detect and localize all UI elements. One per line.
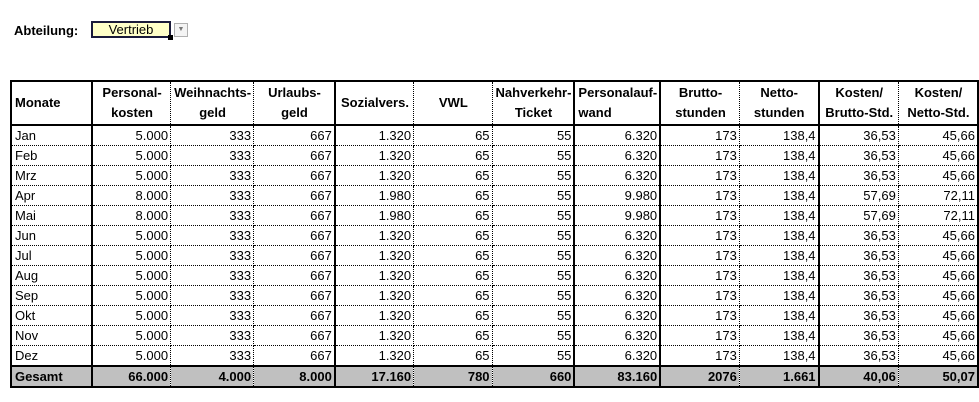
header-nettostunden: Netto- stunden [739, 81, 818, 125]
cell-kosten-brutto-std[interactable]: 36,53 [819, 266, 899, 286]
cell-personalaufwand[interactable]: 6.320 [574, 146, 660, 166]
cell-bruttostunden[interactable]: 173 [660, 266, 739, 286]
cell-monat[interactable]: Okt [11, 306, 92, 326]
cell-kosten-brutto-std[interactable]: 36,53 [819, 346, 899, 367]
cell-nahverkehr-ticket[interactable]: 55 [492, 186, 574, 206]
header-urlaubsgeld: Urlaubs- geld [254, 81, 335, 125]
cell-sozialvers[interactable]: 1.320 [335, 246, 414, 266]
cell-nettostunden[interactable]: 138,4 [739, 286, 818, 306]
cell-personalkosten[interactable]: 5.000 [92, 166, 171, 186]
cell-kosten-brutto-std[interactable]: 36,53 [819, 326, 899, 346]
cell-urlaubsgeld[interactable]: 667 [254, 286, 335, 306]
cell-kosten-netto-std[interactable]: 45,66 [898, 266, 978, 286]
cell-kosten-netto-std[interactable]: 45,66 [898, 166, 978, 186]
cell-personalaufwand[interactable]: 6.320 [574, 306, 660, 326]
cell-urlaubsgeld[interactable]: 667 [254, 266, 335, 286]
department-select[interactable]: Vertrieb [91, 21, 171, 38]
cell-nahverkehr-ticket[interactable]: 55 [492, 166, 574, 186]
cell-vwl[interactable]: 65 [414, 286, 492, 306]
chevron-down-icon[interactable]: ▼ [174, 23, 188, 37]
cell-weihnachtsgeld[interactable]: 333 [171, 226, 254, 246]
cell-kosten-netto-std[interactable]: 45,66 [898, 286, 978, 306]
cell-sozialvers[interactable]: 17.160 [335, 366, 414, 387]
cell-kosten-brutto-std[interactable]: 36,53 [819, 226, 899, 246]
cell-bruttostunden[interactable]: 2076 [660, 366, 739, 387]
cell-personalkosten[interactable]: 8.000 [92, 206, 171, 226]
department-label: Abteilung: [14, 23, 79, 38]
cell-sozialvers[interactable]: 1.320 [335, 166, 414, 186]
cell-urlaubsgeld[interactable]: 667 [254, 146, 335, 166]
cell-nettostunden[interactable]: 138,4 [739, 166, 818, 186]
header-weihnachtsgeld: Weihnachts- geld [171, 81, 254, 125]
cell-vwl[interactable]: 65 [414, 206, 492, 226]
header-monate: Monate [11, 81, 92, 125]
cell-personalaufwand[interactable]: 9.980 [574, 186, 660, 206]
cell-bruttostunden[interactable]: 173 [660, 306, 739, 326]
cell-personalkosten[interactable]: 5.000 [92, 326, 171, 346]
cell-weihnachtsgeld[interactable]: 333 [171, 146, 254, 166]
cell-urlaubsgeld[interactable]: 667 [254, 346, 335, 367]
cell-personalkosten[interactable]: 66.000 [92, 366, 171, 387]
cell-bruttostunden[interactable]: 173 [660, 125, 739, 146]
cell-kosten-netto-std[interactable]: 45,66 [898, 226, 978, 246]
cell-vwl[interactable]: 65 [414, 226, 492, 246]
cell-monat[interactable]: Mai [11, 206, 92, 226]
cell-sozialvers[interactable]: 1.320 [335, 226, 414, 246]
cell-kosten-netto-std[interactable]: 72,11 [898, 206, 978, 226]
cell-nahverkehr-ticket[interactable]: 55 [492, 266, 574, 286]
cell-kosten-brutto-std[interactable]: 36,53 [819, 166, 899, 186]
cell-personalaufwand[interactable]: 6.320 [574, 226, 660, 246]
table-row [11, 166, 978, 186]
table-row [11, 346, 978, 367]
personnel-cost-table [10, 80, 979, 388]
cell-weihnachtsgeld[interactable]: 4.000 [171, 366, 254, 387]
cell-sozialvers[interactable]: 1.320 [335, 306, 414, 326]
cell-personalaufwand[interactable]: 6.320 [574, 246, 660, 266]
cell-personalaufwand[interactable]: 6.320 [574, 266, 660, 286]
cell-nahverkehr-ticket[interactable]: 55 [492, 286, 574, 306]
cell-nettostunden[interactable]: 138,4 [739, 346, 818, 367]
cell-monat[interactable]: Sep [11, 286, 92, 306]
cell-weihnachtsgeld[interactable]: 333 [171, 206, 254, 226]
cell-monat[interactable]: Jul [11, 246, 92, 266]
cell-weihnachtsgeld[interactable]: 333 [171, 166, 254, 186]
cell-kosten-brutto-std[interactable]: 57,69 [819, 206, 899, 226]
cell-kosten-netto-std[interactable]: 45,66 [898, 246, 978, 266]
cell-urlaubsgeld[interactable]: 667 [254, 226, 335, 246]
cell-bruttostunden[interactable]: 173 [660, 146, 739, 166]
cell-weihnachtsgeld[interactable]: 333 [171, 246, 254, 266]
cell-nettostunden[interactable]: 138,4 [739, 125, 818, 146]
cell-sozialvers[interactable]: 1.320 [335, 326, 414, 346]
cell-nahverkehr-ticket[interactable]: 55 [492, 146, 574, 166]
table-row [11, 286, 978, 306]
cell-monat[interactable]: Apr [11, 186, 92, 206]
cell-personalaufwand[interactable]: 6.320 [574, 326, 660, 346]
cell-nettostunden[interactable]: 1.661 [739, 366, 818, 387]
cell-kosten-netto-std[interactable]: 72,11 [898, 186, 978, 206]
cell-vwl[interactable]: 65 [414, 326, 492, 346]
cell-vwl[interactable]: 65 [414, 146, 492, 166]
cell-vwl[interactable]: 65 [414, 246, 492, 266]
cell-urlaubsgeld[interactable]: 667 [254, 326, 335, 346]
cell-vwl[interactable]: 65 [414, 306, 492, 326]
cell-vwl[interactable]: 65 [414, 125, 492, 146]
cell-personalaufwand[interactable]: 6.320 [574, 286, 660, 306]
cell-nahverkehr-ticket[interactable]: 55 [492, 246, 574, 266]
cell-monat[interactable]: Mrz [11, 166, 92, 186]
cell-weihnachtsgeld[interactable]: 333 [171, 346, 254, 367]
cell-nahverkehr-ticket[interactable]: 55 [492, 306, 574, 326]
header-personalkosten: Personal- kosten [92, 81, 171, 125]
cell-bruttostunden[interactable]: 173 [660, 226, 739, 246]
cell-bruttostunden[interactable]: 173 [660, 286, 739, 306]
cell-monat[interactable]: Dez [11, 346, 92, 367]
cell-sozialvers[interactable]: 1.320 [335, 286, 414, 306]
cell-personalkosten[interactable]: 5.000 [92, 246, 171, 266]
cell-urlaubsgeld[interactable]: 667 [254, 186, 335, 206]
cell-urlaubsgeld[interactable]: 667 [254, 125, 335, 146]
cell-vwl[interactable]: 65 [414, 166, 492, 186]
cell-nettostunden[interactable]: 138,4 [739, 146, 818, 166]
cell-personalkosten[interactable]: 8.000 [92, 186, 171, 206]
cell-kosten-brutto-std[interactable]: 36,53 [819, 306, 899, 326]
cell-weihnachtsgeld[interactable]: 333 [171, 186, 254, 206]
cell-personalkosten[interactable]: 5.000 [92, 306, 171, 326]
cell-vwl[interactable]: 65 [414, 346, 492, 367]
cell-kosten-netto-std[interactable]: 45,66 [898, 125, 978, 146]
cell-kosten-brutto-std[interactable]: 36,53 [819, 286, 899, 306]
header-kosten-brutto-std: Kosten/ Brutto-Std. [819, 81, 899, 125]
header-nahverkehr-ticket: Nahverkehr- Ticket [492, 81, 574, 125]
cell-personalaufwand[interactable]: 83.160 [574, 366, 660, 387]
table-row [11, 266, 978, 286]
table-row [11, 326, 978, 346]
cell-monat[interactable]: Aug [11, 266, 92, 286]
cell-nahverkehr-ticket[interactable]: 55 [492, 326, 574, 346]
header-row [11, 81, 978, 125]
cell-bruttostunden[interactable]: 173 [660, 246, 739, 266]
cell-nahverkehr-ticket[interactable]: 55 [492, 346, 574, 367]
cell-nettostunden[interactable]: 138,4 [739, 326, 818, 346]
cell-vwl[interactable]: 65 [414, 186, 492, 206]
cell-urlaubsgeld[interactable]: 667 [254, 306, 335, 326]
cell-personalkosten[interactable]: 5.000 [92, 266, 171, 286]
header-bruttostunden: Brutto- stunden [660, 81, 739, 125]
cell-kosten-netto-std[interactable]: 45,66 [898, 146, 978, 166]
table-row [11, 306, 978, 326]
table-row [11, 246, 978, 266]
cell-nettostunden[interactable]: 138,4 [739, 246, 818, 266]
cell-monat[interactable]: Feb [11, 146, 92, 166]
cell-vwl[interactable]: 780 [414, 366, 492, 387]
cell-weihnachtsgeld[interactable]: 333 [171, 306, 254, 326]
cell-weihnachtsgeld[interactable]: 333 [171, 286, 254, 306]
cell-vwl[interactable]: 65 [414, 266, 492, 286]
cell-personalkosten[interactable]: 5.000 [92, 146, 171, 166]
header-kosten-netto-std: Kosten/ Netto-Std. [898, 81, 978, 125]
cell-sozialvers[interactable]: 1.320 [335, 266, 414, 286]
header-vwl: VWL [414, 81, 492, 125]
cell-personalaufwand[interactable]: 6.320 [574, 166, 660, 186]
cell-weihnachtsgeld[interactable]: 333 [171, 266, 254, 286]
cell-urlaubsgeld[interactable]: 667 [254, 166, 335, 186]
cell-sozialvers[interactable]: 1.980 [335, 206, 414, 226]
cell-nahverkehr-ticket[interactable]: 660 [492, 366, 574, 387]
cell-monat[interactable]: Nov [11, 326, 92, 346]
cell-kosten-brutto-std[interactable]: 36,53 [819, 146, 899, 166]
cell-sozialvers[interactable]: 1.980 [335, 186, 414, 206]
cell-kosten-netto-std[interactable]: 45,66 [898, 306, 978, 326]
cell-urlaubsgeld[interactable]: 8.000 [254, 366, 335, 387]
cell-kosten-brutto-std[interactable]: 57,69 [819, 186, 899, 206]
cell-personalaufwand[interactable]: 9.980 [574, 206, 660, 226]
cell-nettostunden[interactable]: 138,4 [739, 226, 818, 246]
table-row [11, 226, 978, 246]
cell-kosten-netto-std[interactable]: 45,66 [898, 346, 978, 367]
cell-nahverkehr-ticket[interactable]: 55 [492, 125, 574, 146]
cell-nettostunden[interactable]: 138,4 [739, 266, 818, 286]
cell-monat[interactable]: Jan [11, 125, 92, 146]
table-row [11, 186, 978, 206]
total-row [11, 366, 978, 387]
header-personalaufwand: Personalauf- wand [574, 81, 660, 125]
table-row [11, 206, 978, 226]
cell-personalkosten[interactable]: 5.000 [92, 346, 171, 367]
cell-bruttostunden[interactable]: 173 [660, 346, 739, 367]
cell-sozialvers[interactable]: 1.320 [335, 146, 414, 166]
cell-personalaufwand[interactable]: 6.320 [574, 346, 660, 367]
cell-personalkosten[interactable]: 5.000 [92, 226, 171, 246]
cell-sozialvers[interactable]: 1.320 [335, 346, 414, 367]
table-row [11, 125, 978, 146]
cell-nahverkehr-ticket[interactable]: 55 [492, 226, 574, 246]
cell-weihnachtsgeld[interactable]: 333 [171, 326, 254, 346]
cell-personalaufwand[interactable]: 6.320 [574, 125, 660, 146]
cell-urlaubsgeld[interactable]: 667 [254, 246, 335, 266]
cell-personalkosten[interactable]: 5.000 [92, 125, 171, 146]
cell-kosten-brutto-std[interactable]: 36,53 [819, 246, 899, 266]
table-row [11, 146, 978, 166]
cell-kosten-netto-std[interactable]: 50,07 [898, 366, 978, 387]
cell-urlaubsgeld[interactable]: 667 [254, 206, 335, 226]
cell-weihnachtsgeld[interactable]: 333 [171, 125, 254, 146]
cell-bruttostunden[interactable]: 173 [660, 326, 739, 346]
cell-bruttostunden[interactable]: 173 [660, 166, 739, 186]
cell-monat[interactable]: Jun [11, 226, 92, 246]
cell-nettostunden[interactable]: 138,4 [739, 206, 818, 226]
cell-kosten-brutto-std[interactable]: 40,06 [819, 366, 899, 387]
cell-kosten-netto-std[interactable]: 45,66 [898, 326, 978, 346]
cell-sozialvers[interactable]: 1.320 [335, 125, 414, 146]
cell-nettostunden[interactable]: 138,4 [739, 186, 818, 206]
cell-monat[interactable]: Gesamt [11, 366, 92, 387]
cell-bruttostunden[interactable]: 173 [660, 186, 739, 206]
cell-bruttostunden[interactable]: 173 [660, 206, 739, 226]
cell-nettostunden[interactable]: 138,4 [739, 306, 818, 326]
header-sozialvers: Sozialvers. [335, 81, 414, 125]
cell-nahverkehr-ticket[interactable]: 55 [492, 206, 574, 226]
cell-kosten-brutto-std[interactable]: 36,53 [819, 125, 899, 146]
cell-personalkosten[interactable]: 5.000 [92, 286, 171, 306]
